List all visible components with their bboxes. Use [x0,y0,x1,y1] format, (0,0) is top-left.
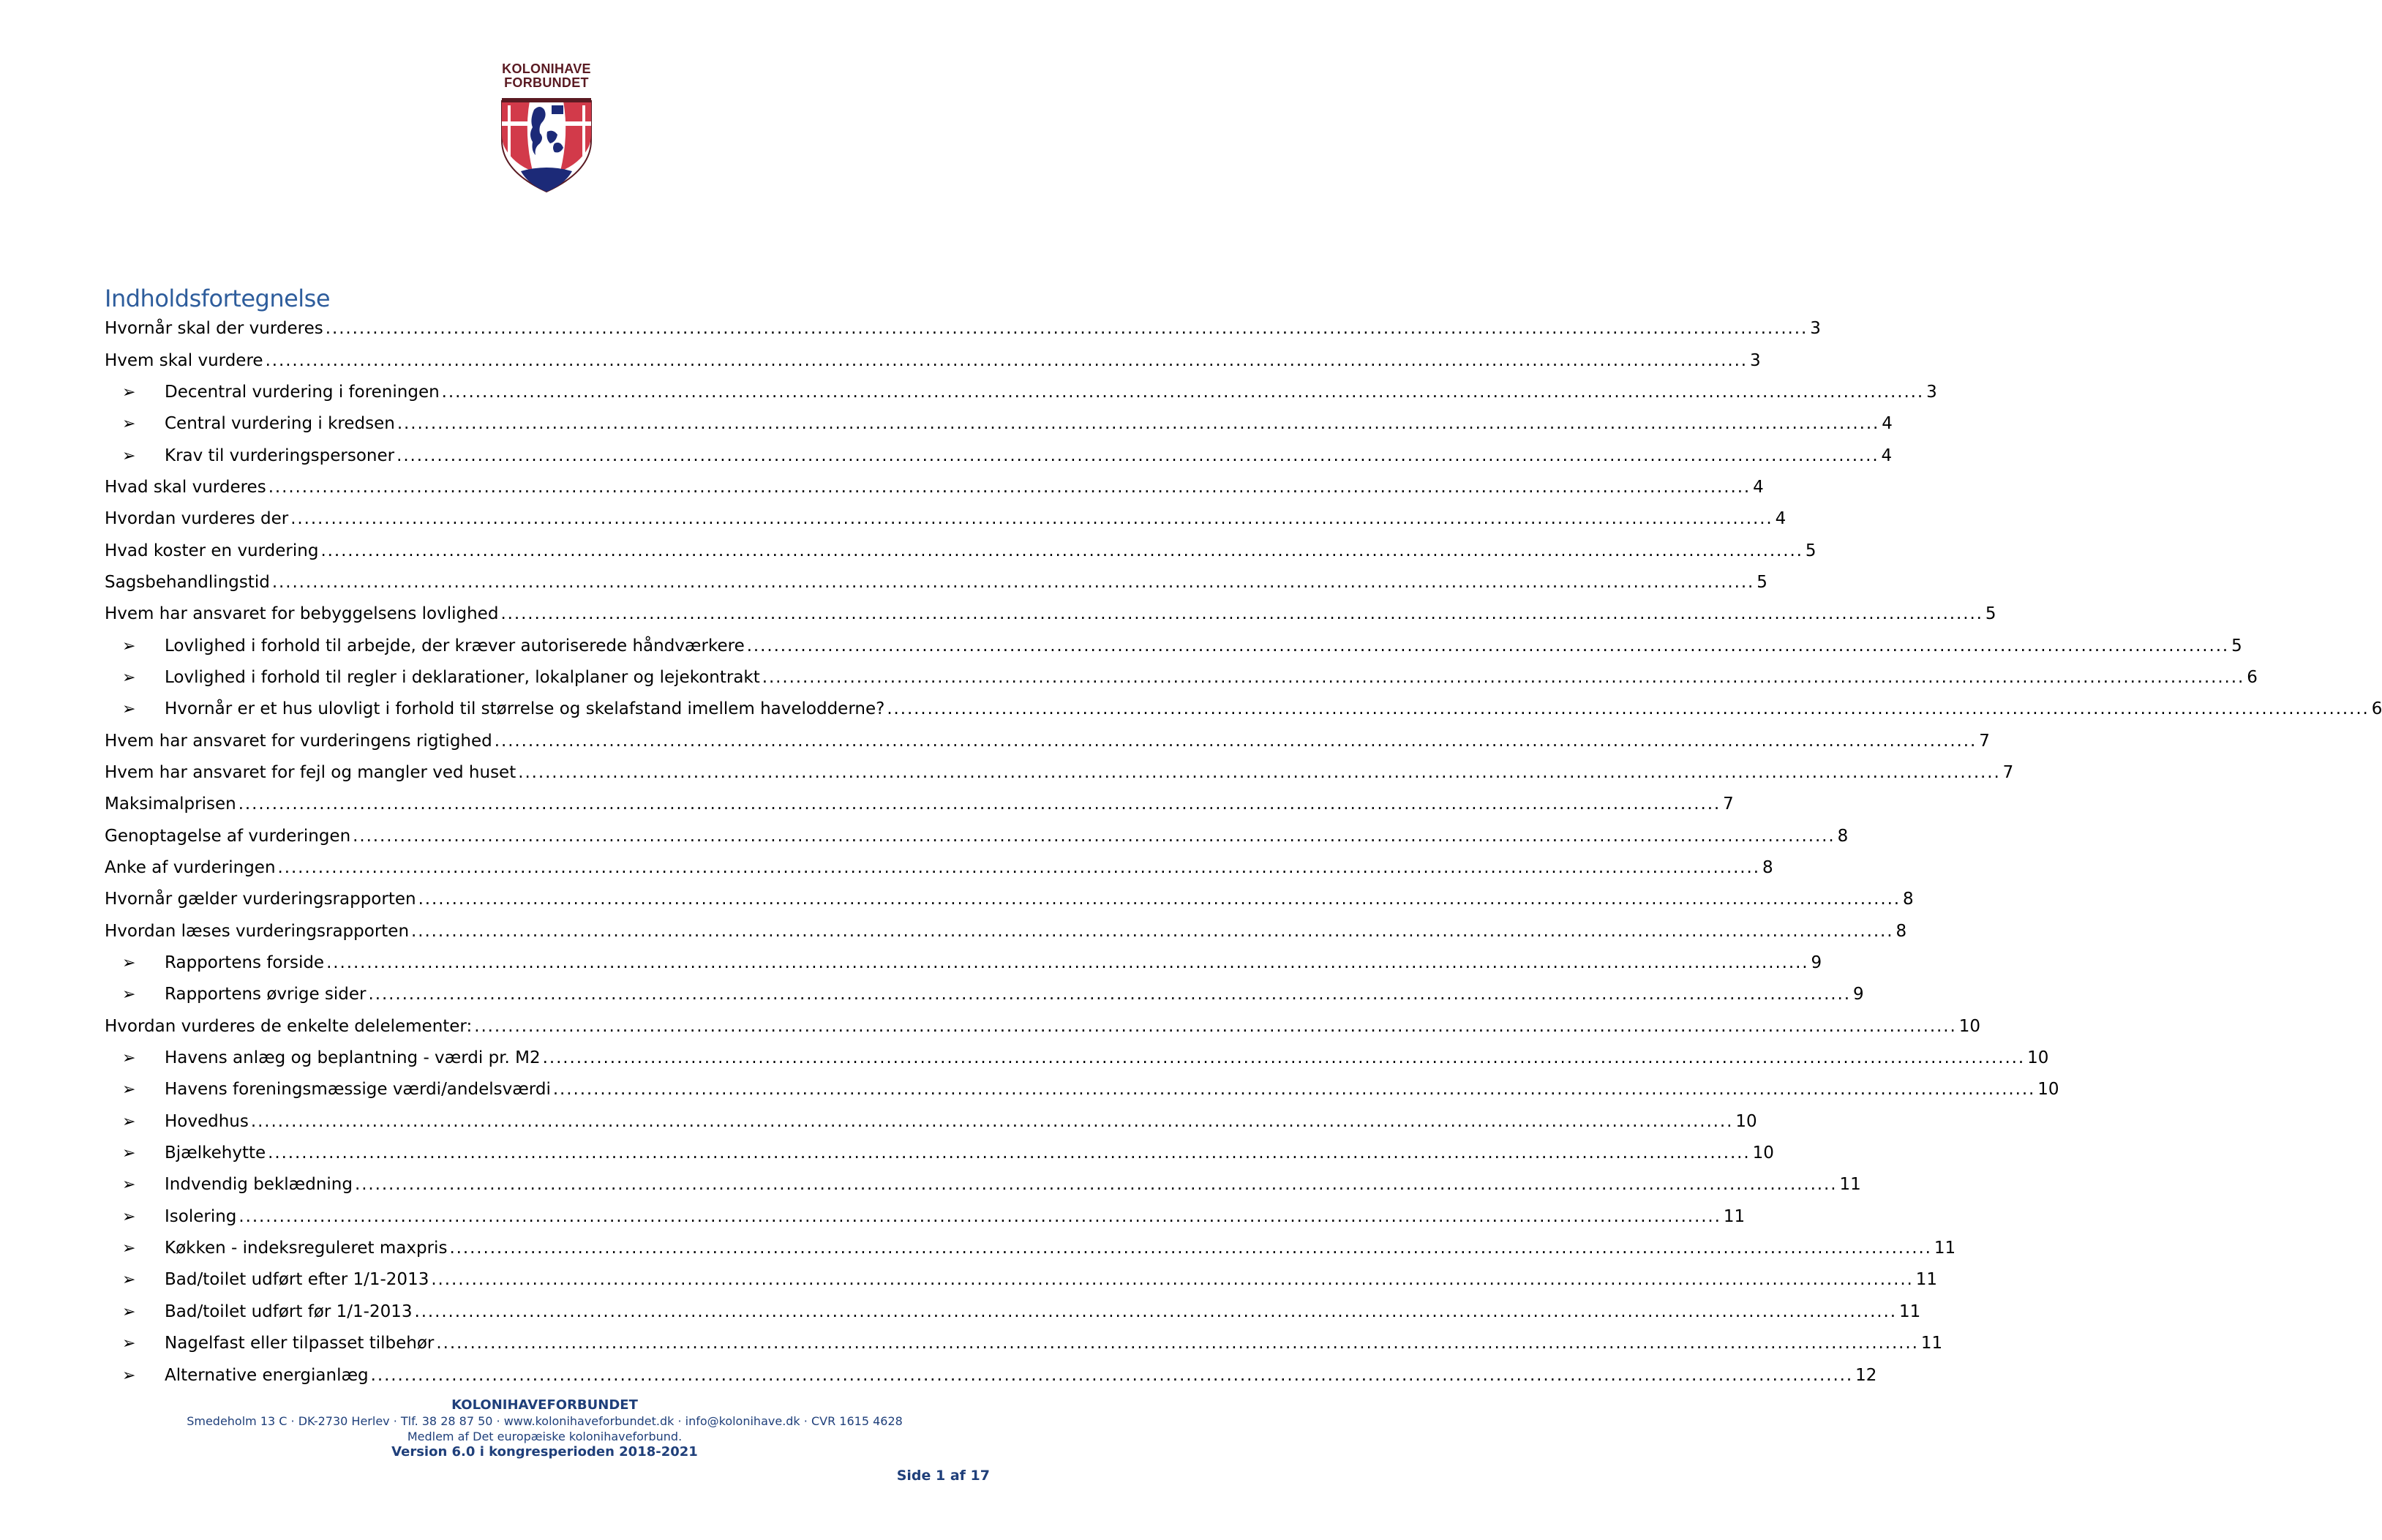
dot-leader: ............................................................................................................................................................................................................................ [271,572,1755,592]
dot-leader: ............................................................................................................................................................................................................................ [494,731,1977,751]
dot-leader: ............................................................................................................................................................................................................................ [474,1016,1957,1036]
toc-entry[interactable] [105,1169,1861,1201]
dot-leader: ............................................................................................................................................................................................................................ [500,604,1983,624]
toc-entry[interactable] [105,1233,1956,1264]
dot-leader: ............................................................................................................................................................................................................................ [353,826,1836,846]
toc-entry[interactable] [105,884,1914,915]
toc-entry[interactable] [105,1328,1943,1359]
toc-entry-label: Hvem skal vurdere [105,350,263,370]
toc-entry-page-number: 7 [2002,762,2014,782]
logo-shield-emblem-icon [492,61,601,193]
toc-entry[interactable] [105,535,1816,566]
dot-leader: ............................................................................................................................................................................................................................ [238,1206,1721,1226]
toc-entry-label: Køkken - indeksreguleret maxpris [165,1239,448,1258]
dot-leader: ............................................................................................................................................................................................................................ [320,541,1803,560]
toc-entry-page-number: 10 [1735,1111,1757,1131]
toc-entry-page-number: 11 [1839,1175,1861,1195]
toc-entry-label: Sagsbehandlingstid [105,572,270,592]
toc-entry-page-number: 7 [1979,731,1990,751]
toc-entry[interactable] [105,630,2242,661]
dot-leader: ............................................................................................................................................................................................................................ [418,890,1901,909]
toc-entry-page-number: 3 [1926,382,1937,402]
toc-entry-label: Krav til vurderingspersoner [165,446,395,465]
dot-leader: ............................................................................................................................................................................................................................ [397,446,1879,465]
toc-entry-page-number: 11 [1920,1334,1943,1353]
dot-leader: ............................................................................................................................................................................................................................ [542,1048,2026,1068]
toc-entry-page-number: 6 [2247,667,2258,687]
dot-leader: ............................................................................................................................................................................................................................ [290,509,1773,529]
toc-entry-page-number: 11 [1934,1239,1956,1258]
page-footer [0,1397,1089,1460]
toc-entry[interactable] [105,503,1786,535]
footer-version: Version 6.0 i kongresperioden 2018-2021 [391,1444,698,1460]
toc-entry-label: Hvornår er et hus ulovligt i forhold til størrelse og skelafstand imellem havelodderne? [165,699,885,719]
toc-entry-page-number: 5 [1805,541,1816,560]
toc-entry-label: Maksimalprisen [105,795,236,814]
dot-leader: ............................................................................................................................................................................................................................ [518,762,2001,782]
dot-leader: ............................................................................................................................................................................................................................ [368,985,1851,1004]
toc-entry[interactable] [105,1359,1877,1391]
toc-entry-label: Hvem har ansvaret for bebyggelsens lovlighed [105,604,499,624]
toc-entry[interactable] [105,1264,1938,1296]
footer-address: Smedeholm 13 C · DK-2730 Herlev · Tlf. 38 28 87 50 · www.kolonihaveforbundet.dk · info@kolonihave.dk · CVR 1615 4628 [187,1414,903,1428]
toc-entry[interactable] [105,916,1907,947]
toc-entry-page-number: 9 [1852,985,1864,1004]
toc-entry-page-number: 10 [2037,1080,2059,1100]
toc-entry-page-number: 11 [1915,1270,1938,1290]
toc-entry-page-number: 3 [1810,319,1821,339]
bullet-arrow-icon: ➢ [122,446,136,465]
toc-entry[interactable] [105,757,2014,789]
toc-entry[interactable] [105,408,1893,440]
bullet-arrow-icon: ➢ [122,1271,136,1290]
toc-entry-page-number: 5 [2231,636,2242,656]
dot-leader: ............................................................................................................................................................................................................................ [762,667,2245,687]
bullet-arrow-icon: ➢ [122,1302,136,1321]
toc-entry-label: Decentral vurdering i foreningen [165,382,440,402]
toc-entry-page-number: 4 [1775,509,1786,529]
toc-entry[interactable] [105,821,1849,852]
toc-entry-label: Hvornår gælder vurderingsrapporten [105,890,416,909]
toc-entry-page-number: 4 [1753,477,1764,497]
toc-entry-label: Lovlighed i forhold til arbejde, der kræver autoriserede håndværkere [165,636,745,656]
dot-leader: ............................................................................................................................................................................................................................ [326,953,1809,973]
toc-entry[interactable] [105,345,1761,376]
toc-entry-page-number: 5 [1985,604,1996,624]
toc-entry[interactable] [105,1074,2059,1105]
toc-entry[interactable] [105,662,2258,694]
footer-org-name: KOLONIHAVEFORBUNDET [451,1397,638,1413]
dot-leader: ............................................................................................................................................................................................................................ [411,921,1894,941]
dot-leader: ............................................................................................................................................................................................................................ [277,858,1760,878]
toc-entry-page-number: 8 [1837,826,1849,846]
bullet-arrow-icon: ➢ [122,1334,136,1353]
toc-entry-label: Bad/toilet udført før 1/1-2013 [165,1302,413,1321]
dot-leader: ............................................................................................................................................................................................................................ [355,1175,1838,1195]
toc-entry-page-number: 9 [1811,953,1822,973]
bullet-arrow-icon: ➢ [122,1239,136,1258]
dot-leader: ............................................................................................................................................................................................................................ [552,1080,2036,1100]
toc-entry[interactable] [105,852,1773,884]
toc-entry-label: Indvendig beklædning [165,1175,353,1195]
toc-entry[interactable] [105,1138,1774,1169]
toc-entry-label: Havens anlæg og beplantning - værdi pr. M2 [165,1048,541,1068]
dot-leader: ............................................................................................................................................................................................................................ [436,1334,1919,1353]
toc-entry-label: Rapportens forside [165,953,325,973]
toc-entry-page-number: 8 [1762,858,1773,878]
toc-entry[interactable] [105,567,1767,598]
table-of-contents [105,313,2382,1391]
toc-entry[interactable] [105,1201,1746,1233]
bullet-arrow-icon: ➢ [122,415,136,434]
dot-leader: ............................................................................................................................................................................................................................ [250,1111,1734,1131]
bullet-arrow-icon: ➢ [122,954,136,973]
dot-leader: ............................................................................................................................................................................................................................ [238,795,1721,814]
logo-text-line2: FORBUNDET [504,75,589,90]
dot-leader: ............................................................................................................................................................................................................................ [397,414,1880,434]
toc-entry-label: Hvem har ansvaret for vurderingens rigtighed [105,731,492,751]
toc-entry-label: Hvordan vurderes de enkelte delelementer: [105,1016,473,1036]
toc-entry-label: Hvornår skal der vurderes [105,319,323,339]
toc-entry-label: Rapportens øvrige sider [165,985,367,1004]
toc-entry-page-number: 10 [1752,1143,1774,1163]
toc-entry[interactable] [105,313,1821,345]
toc-entry[interactable] [105,440,1893,471]
toc-entry-label: Central vurdering i kredsen [165,414,395,434]
toc-entry-page-number: 6 [2371,699,2382,719]
bullet-arrow-icon: ➢ [122,1081,136,1100]
toc-entry[interactable] [105,789,1734,820]
toc-entry[interactable] [105,1296,1921,1328]
toc-entry-label: Anke af vurderingen [105,858,276,878]
footer-membership: Medlem af Det europæiske kolonihaveforbund. [407,1430,683,1443]
toc-entry-label: Havens foreningsmæssige værdi/andelsværdi [165,1080,551,1100]
toc-entry-label: Genoptagelse af vurderingen [105,826,351,846]
toc-entry-label: Hovedhus [165,1111,249,1131]
toc-entry-label: Hvad koster en vurdering [105,541,319,560]
toc-entry[interactable] [105,1106,1757,1138]
toc-entry-page-number: 4 [1882,414,1893,434]
bullet-arrow-icon: ➢ [122,1144,136,1163]
toc-entry-label: Hvem har ansvaret for fejl og mangler ved huset [105,762,516,782]
bullet-arrow-icon: ➢ [122,383,136,402]
toc-entry-label: Isolering [165,1206,237,1226]
toc-entry-page-number: 10 [2027,1048,2049,1068]
dot-leader: ............................................................................................................................................................................................................................ [414,1302,1897,1321]
dot-leader: ............................................................................................................................................................................................................................ [325,319,1808,339]
dot-leader: ............................................................................................................................................................................................................................ [441,382,1925,402]
toc-entry[interactable] [105,598,1996,630]
toc-entry-page-number: 5 [1757,572,1767,592]
bullet-arrow-icon: ➢ [122,636,136,656]
toc-entry[interactable] [105,694,2382,725]
page-indicator: Side 1 af 17 [896,1468,990,1484]
toc-entry-page-number: 4 [1881,446,1893,465]
toc-entry-page-number: 8 [1903,890,1914,909]
dot-leader: ............................................................................................................................................................................................................................ [431,1270,1914,1290]
toc-entry-label: Hvordan vurderes der [105,509,289,529]
toc-entry-page-number: 11 [1723,1206,1746,1226]
dot-leader: ............................................................................................................................................................................................................................ [746,636,2230,656]
toc-entry[interactable] [105,725,1990,756]
toc-entry-label: Bad/toilet udført efter 1/1-2013 [165,1270,429,1290]
dot-leader: ............................................................................................................................................................................................................................ [887,699,2370,719]
bullet-arrow-icon: ➢ [122,1176,136,1195]
toc-entry-page-number: 8 [1896,921,1907,941]
toc-entry[interactable] [105,377,1937,408]
dot-leader: ............................................................................................................................................................................................................................ [265,350,1748,370]
dot-leader: ............................................................................................................................................................................................................................ [268,1143,1751,1163]
toc-entry-label: Hvad skal vurderes [105,477,266,497]
bullet-arrow-icon: ➢ [122,1049,136,1068]
toc-entry-page-number: 12 [1855,1365,1877,1385]
toc-entry-page-number: 10 [1958,1016,1980,1036]
bullet-arrow-icon: ➢ [122,700,136,719]
dot-leader: ............................................................................................................................................................................................................................ [268,477,1751,497]
toc-entry-label: Alternative energianlæg [165,1365,369,1385]
bullet-arrow-icon: ➢ [122,985,136,1004]
toc-entry-label: Hvordan læses vurderingsrapporten [105,921,410,941]
toc-entry[interactable] [105,979,1864,1010]
kolonihaveforbundet-logo [492,61,601,193]
dot-leader: ............................................................................................................................................................................................................................ [370,1365,1854,1385]
toc-entry-label: Bjælkehytte [165,1143,266,1163]
toc-entry[interactable] [105,947,1822,979]
bullet-arrow-icon: ➢ [122,1207,136,1226]
toc-entry-page-number: 7 [1723,795,1734,814]
toc-entry[interactable] [105,1043,2049,1074]
toc-entry[interactable] [105,472,1764,503]
dot-leader: ............................................................................................................................................................................................................................ [449,1239,1932,1258]
bullet-arrow-icon: ➢ [122,668,136,687]
bullet-arrow-icon: ➢ [122,1112,136,1131]
toc-entry-label: Nagelfast eller tilpasset tilbehør [165,1334,435,1353]
toc-entry-label: Lovlighed i forhold til regler i deklarationer, lokalplaner og lejekontrakt [165,667,760,687]
bullet-arrow-icon: ➢ [122,1366,136,1385]
toc-title: Indholdsfortegnelse [105,285,331,312]
toc-entry-page-number: 3 [1750,350,1761,370]
logo-text-line1: KOLONIHAVE [502,61,591,76]
toc-entry[interactable] [105,1011,1980,1043]
toc-entry-page-number: 11 [1898,1302,1921,1321]
